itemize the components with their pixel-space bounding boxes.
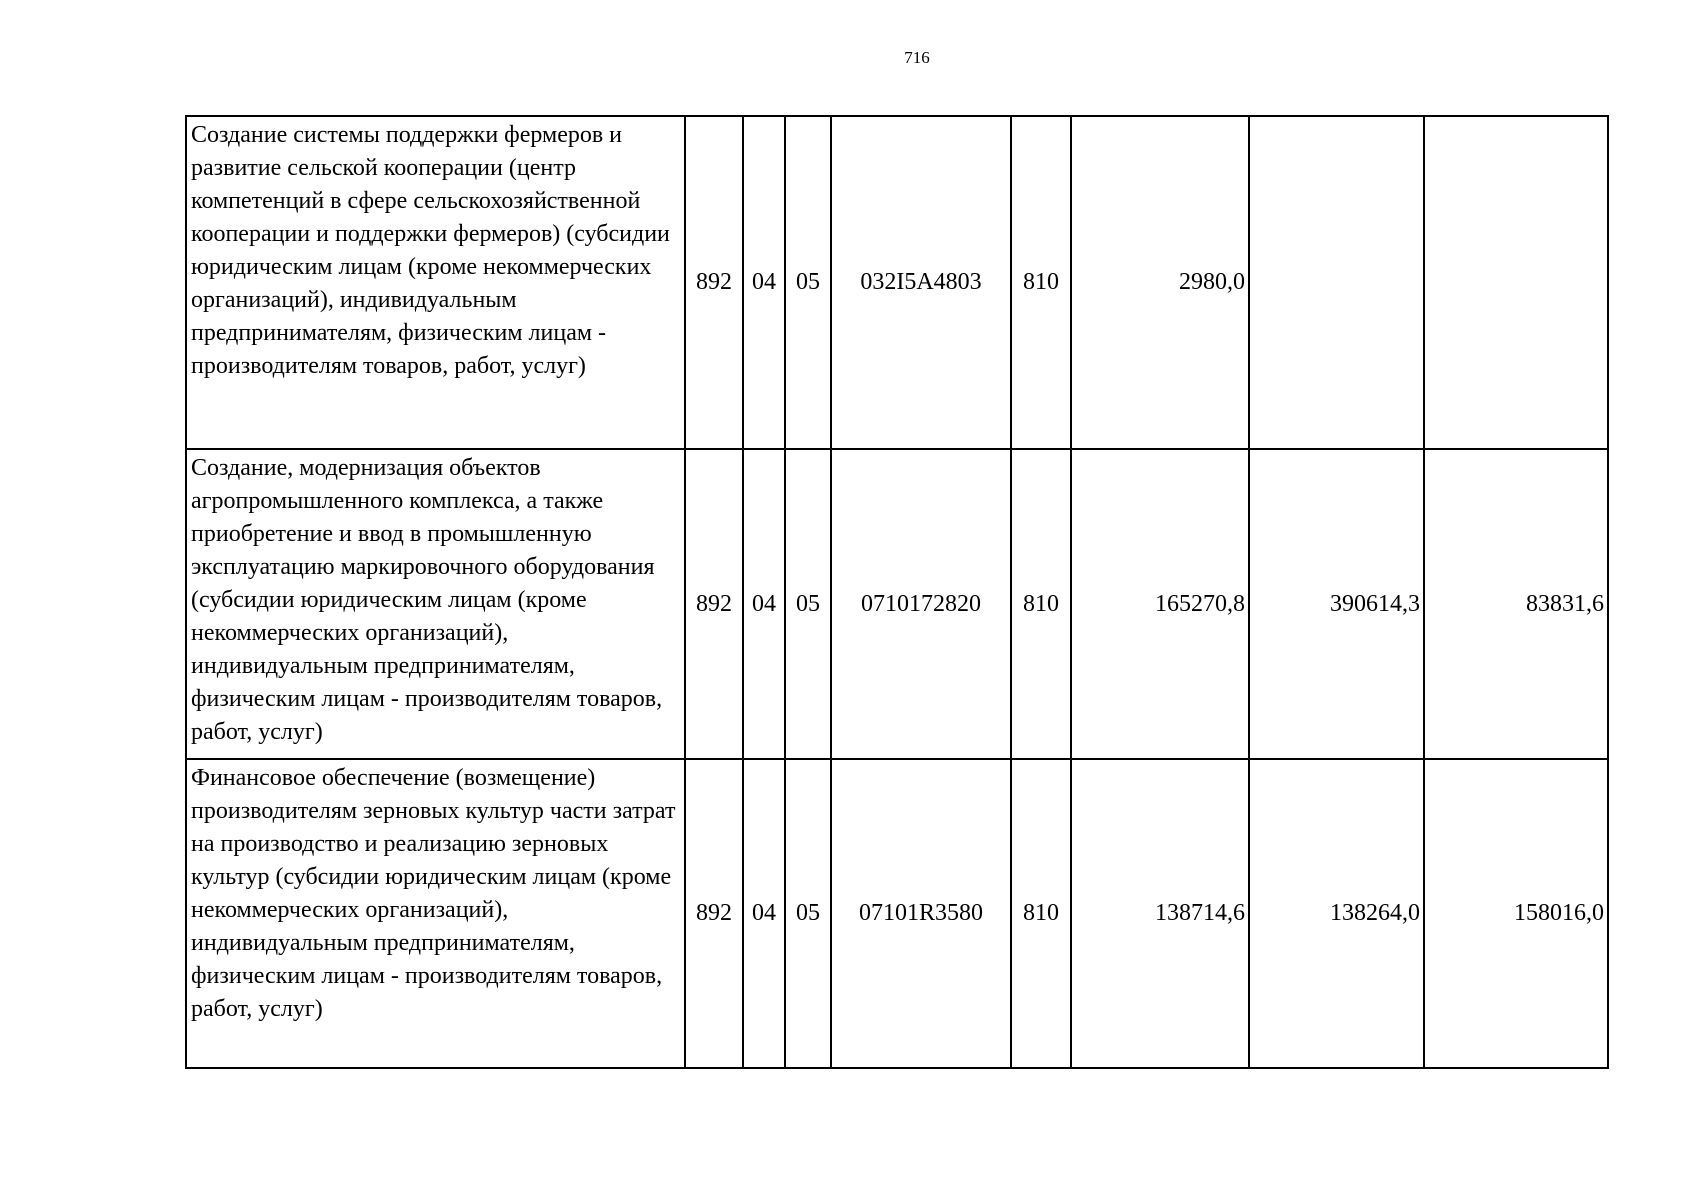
row-description: Создание, модернизация объектов агропромышленного комплекса, а также приобретение и ввод в промышленную эксплуатацию маркировочного оборудования (субсидии юридическим лицам (кроме некоммерческих организаций), индивидуальным предпринимателям, физическим лицам - производителям товаров, работ, услуг) [186, 449, 685, 759]
amount-year-1: 138714,6 [1071, 759, 1249, 1068]
table-row [186, 116, 1608, 449]
amount-year-1: 2980,0 [1071, 116, 1249, 449]
row-description: Финансовое обеспечение (возмещение) производителям зерновых культур части затрат на производство и реализацию зерновых культур (субсидии юридическим лицам (кроме некоммерческих организаций), индивидуальным предпринимателям, физическим лицам - производителям товаров, работ, услуг) [186, 759, 685, 1068]
subsection-code: 05 [785, 759, 831, 1068]
amount-year-2: 138264,0 [1249, 759, 1424, 1068]
budget-table [185, 115, 1609, 1069]
table-row [186, 759, 1608, 1068]
expense-type-code: 810 [1011, 116, 1071, 449]
subsection-code: 05 [785, 449, 831, 759]
amount-year-2: 390614,3 [1249, 449, 1424, 759]
expense-type-code: 810 [1011, 759, 1071, 1068]
amount-year-3 [1424, 116, 1608, 449]
ministry-code: 892 [685, 449, 743, 759]
ministry-code: 892 [685, 116, 743, 449]
subsection-code: 05 [785, 116, 831, 449]
section-code: 04 [743, 116, 785, 449]
amount-year-2 [1249, 116, 1424, 449]
row-description: Создание системы поддержки фермеров и развитие сельской кооперации (центр компетенций в сфере сельскохозяйственной кооперации и поддержки фермеров) (субсидии юридическим лицам (кроме некоммерческих организаций), индивидуальным предпринимателям, физическим лицам - производителям товаров, работ, услуг) [186, 116, 685, 449]
amount-year-1: 165270,8 [1071, 449, 1249, 759]
section-code: 04 [743, 759, 785, 1068]
target-article-code: 07101R3580 [831, 759, 1011, 1068]
page-number: 716 [904, 48, 930, 67]
target-article-code: 0710172820 [831, 449, 1011, 759]
amount-year-3: 83831,6 [1424, 449, 1608, 759]
expense-type-code: 810 [1011, 449, 1071, 759]
ministry-code: 892 [685, 759, 743, 1068]
amount-year-3: 158016,0 [1424, 759, 1608, 1068]
table-row [186, 449, 1608, 759]
section-code: 04 [743, 449, 785, 759]
target-article-code: 032I5A4803 [831, 116, 1011, 449]
